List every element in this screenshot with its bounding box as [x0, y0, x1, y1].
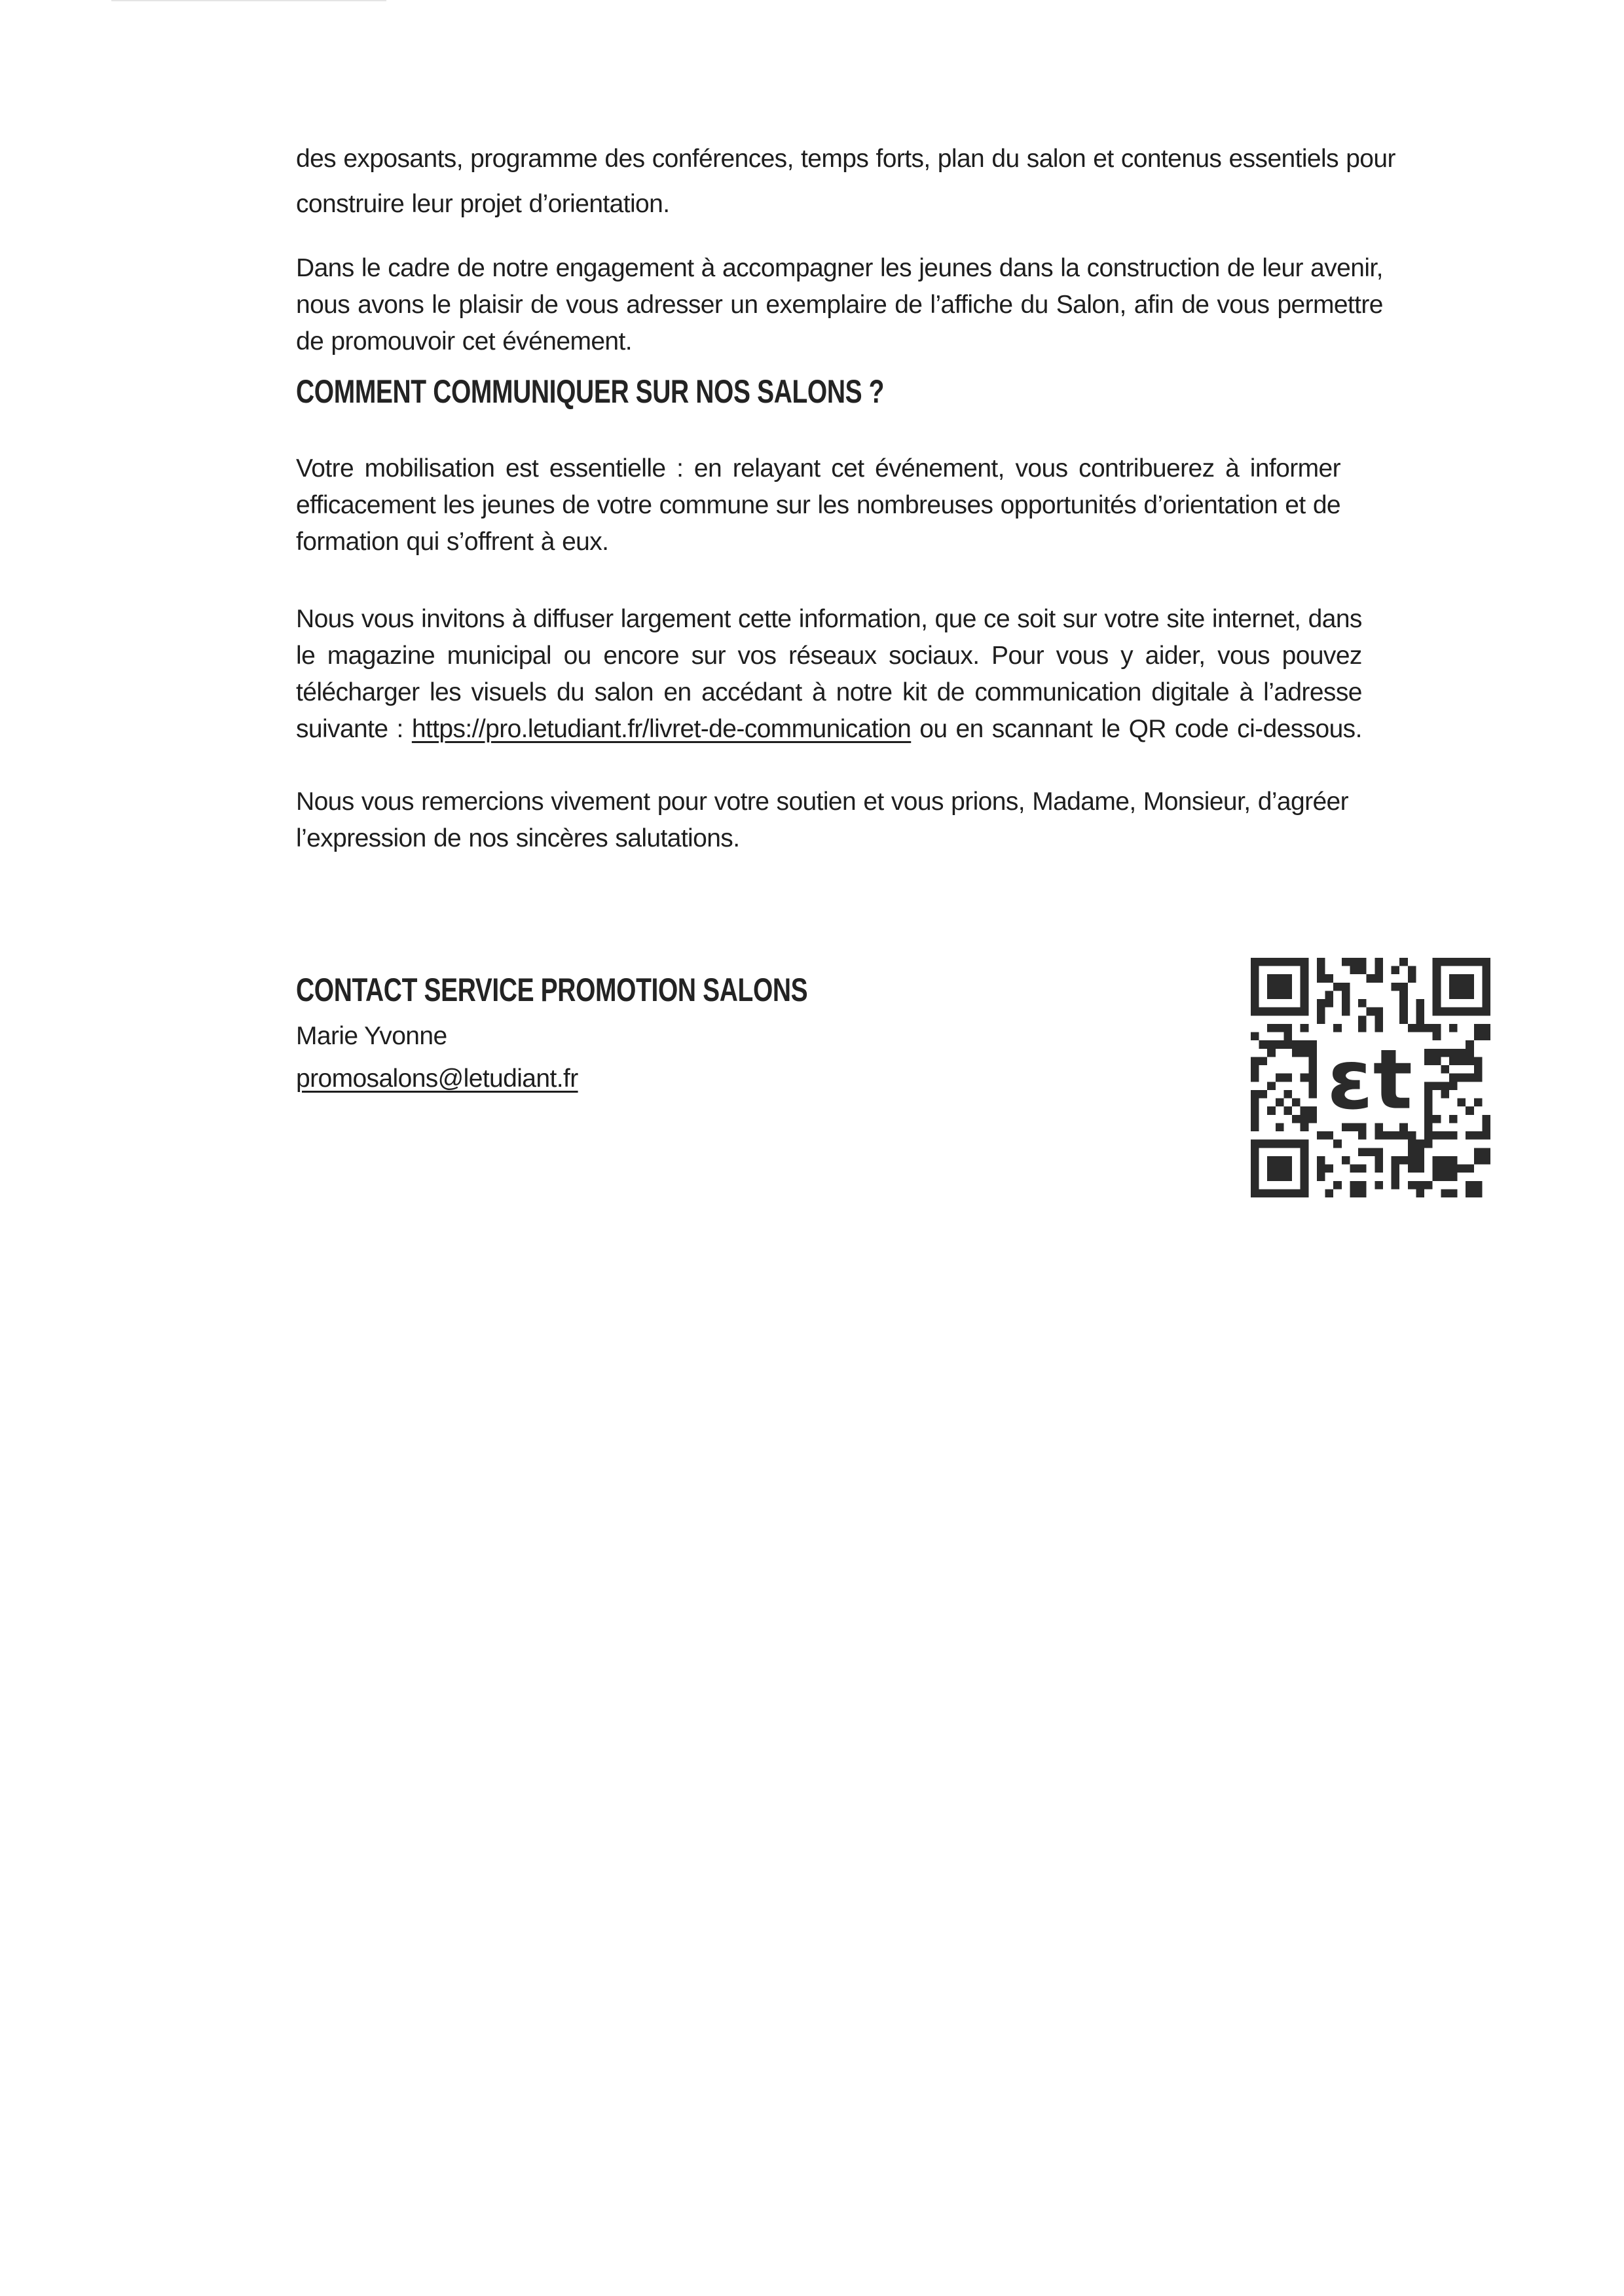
paragraph-engagement [296, 250, 1383, 360]
paragraph-salon-contents [296, 141, 1395, 223]
text-prefix: suivante : [296, 715, 412, 743]
text-line: formation qui s’offrent à eux. [296, 528, 609, 556]
qr-code-graphic [1251, 958, 1490, 1197]
text-line: Dans le cadre de notre engagement à accompagner les jeunes dans la construction de leur avenir, [296, 254, 1383, 282]
heading-how-to-communicate: COMMENT COMMUNIQUER SUR NOS SALONS ? [296, 373, 885, 410]
contact-email-link[interactable]: promosalons@letudiant.fr [296, 1065, 578, 1093]
paragraph-closing [296, 784, 1348, 857]
text-line: l’expression de nos sincères salutations. [296, 824, 740, 852]
paragraph-invitation [296, 601, 1362, 748]
letudiant-logo-icon: ɛt [1327, 1031, 1413, 1128]
text-line: Nous vous remercions vivement pour votre soutien et vous prions, Madame, Monsieur, d’agréer [296, 788, 1349, 816]
text-suffix: ou en scannant le QR code ci-dessous. [911, 715, 1362, 743]
text-line: nous avons le plaisir de vous adresser un exemplaire de l’affiche du Salon, afin de vous permettre [296, 291, 1383, 319]
paragraph-mobilisation [296, 450, 1340, 560]
scan-artifact [111, 0, 386, 1]
qr-code-icon [1251, 958, 1490, 1197]
text-line: télécharger les visuels du salon en accédant à notre kit de communication digitale à l’adresse [296, 678, 1362, 706]
text-line: Nous vous invitons à diffuser largement cette information, que ce soit sur votre site internet, dans [296, 605, 1362, 633]
text-line-with-link [296, 711, 1362, 748]
text-line: des exposants, programme des conférences, temps forts, plan du salon et contenus essentiels pour [296, 145, 1395, 173]
text-line: le magazine municipal ou encore sur vos réseaux sociaux. Pour vous y aider, vous pouvez [296, 642, 1362, 670]
heading-contact-service: CONTACT SERVICE PROMOTION SALONS [296, 972, 808, 1008]
communication-kit-link[interactable]: https://pro.letudiant.fr/livret-de-communication [411, 715, 912, 743]
text-line: de promouvoir cet événement. [296, 327, 632, 355]
text-line: construire leur projet d’orientation. [296, 190, 670, 218]
contact-name: Marie Yvonne [296, 1022, 447, 1050]
text-line: Votre mobilisation est essentielle : en relayant cet événement, vous contribuerez à informer [296, 454, 1341, 483]
text-line: efficacement les jeunes de votre commune sur les nombreuses opportunités d’orientation et de [296, 491, 1341, 519]
